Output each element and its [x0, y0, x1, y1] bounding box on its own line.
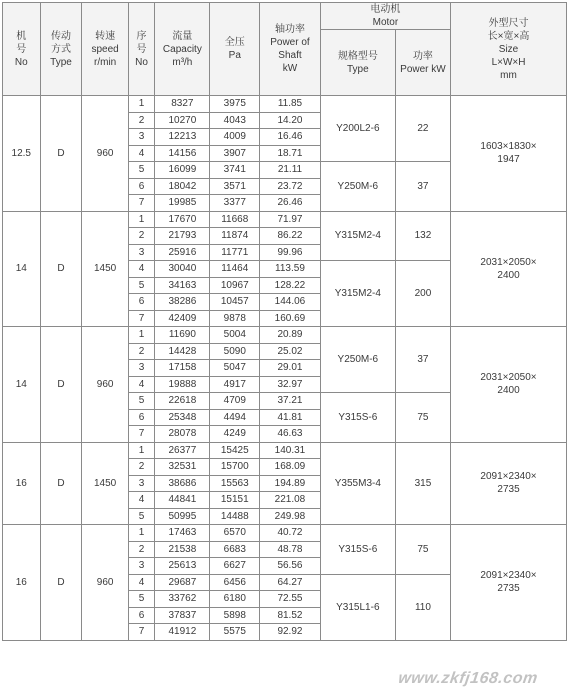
header-motor: 电动机 Motor — [320, 3, 450, 30]
seq-number: 3 — [128, 244, 154, 261]
capacity-value: 19985 — [155, 195, 210, 212]
capacity-value: 8327 — [155, 96, 210, 113]
shaft-power-value: 194.89 — [260, 475, 321, 492]
pressure-value: 5004 — [210, 327, 260, 344]
shaft-power-value: 25.02 — [260, 343, 321, 360]
shaft-power-value: 144.06 — [260, 294, 321, 311]
header-speed: 转速 speed r/min — [82, 3, 128, 96]
capacity-value: 32531 — [155, 459, 210, 476]
capacity-value: 38286 — [155, 294, 210, 311]
pressure-value: 6180 — [210, 591, 260, 608]
dimension-line: 1947 — [497, 154, 520, 166]
pressure-value: 3571 — [210, 178, 260, 195]
pressure-value: 3907 — [210, 145, 260, 162]
seq-number: 6 — [128, 607, 154, 624]
shaft-power-value: 81.52 — [260, 607, 321, 624]
motor-type: Y250M-6 — [320, 162, 395, 212]
shaft-power-value: 56.56 — [260, 558, 321, 575]
shaft-power-value: 46.63 — [260, 426, 321, 443]
shaft-power-value: 86.22 — [260, 228, 321, 245]
shaft-power-value: 48.78 — [260, 541, 321, 558]
dimension-line: 1603×1830× — [480, 141, 537, 153]
drive-type: D — [40, 442, 82, 525]
capacity-value: 17670 — [155, 211, 210, 228]
pressure-value: 5047 — [210, 360, 260, 377]
drive-type: D — [40, 327, 82, 443]
capacity-value: 12213 — [155, 129, 210, 146]
dimensions — [451, 211, 567, 327]
table-body — [3, 96, 567, 641]
speed-rpm: 960 — [82, 327, 128, 443]
speed-rpm: 960 — [82, 525, 128, 641]
capacity-value: 34163 — [155, 277, 210, 294]
table-row — [3, 327, 567, 344]
dimension-line: 2400 — [497, 269, 520, 281]
capacity-value: 50995 — [155, 508, 210, 525]
capacity-value: 30040 — [155, 261, 210, 278]
capacity-value: 11690 — [155, 327, 210, 344]
pressure-value: 6683 — [210, 541, 260, 558]
dimensions — [451, 327, 567, 443]
pressure-value: 14488 — [210, 508, 260, 525]
pressure-value: 15700 — [210, 459, 260, 476]
table-row — [3, 211, 567, 228]
dimension-line: 2031×2050× — [480, 372, 537, 384]
seq-number: 7 — [128, 195, 154, 212]
shaft-power-value: 168.09 — [260, 459, 321, 476]
motor-type: Y315M2-4 — [320, 261, 395, 327]
dimension-line: 2091×2340× — [480, 471, 537, 483]
seq-number: 5 — [128, 393, 154, 410]
capacity-value: 28078 — [155, 426, 210, 443]
pressure-value: 3741 — [210, 162, 260, 179]
shaft-power-value: 21.11 — [260, 162, 321, 179]
shaft-power-value: 40.72 — [260, 525, 321, 542]
motor-type: Y315S-6 — [320, 393, 395, 443]
dimension-line: 2735 — [497, 484, 520, 496]
header-motor-power: 功率 Power kW — [395, 30, 450, 96]
header-motor-type: 规格型号 Type — [320, 30, 395, 96]
shaft-power-value: 71.97 — [260, 211, 321, 228]
capacity-value: 26377 — [155, 442, 210, 459]
fan-number: 12.5 — [3, 96, 41, 212]
motor-type: Y315M2-4 — [320, 211, 395, 261]
drive-type: D — [40, 96, 82, 212]
fan-number: 16 — [3, 525, 41, 641]
header-shaft-power: 轴功率 Power of Shaft kW — [260, 3, 321, 96]
capacity-value: 21538 — [155, 541, 210, 558]
seq-number: 7 — [128, 426, 154, 443]
dimension-line: 2031×2050× — [480, 256, 537, 268]
shaft-power-value: 29.01 — [260, 360, 321, 377]
seq-number: 1 — [128, 211, 154, 228]
dimension-line: 2400 — [497, 385, 520, 397]
shaft-power-value: 140.31 — [260, 442, 321, 459]
motor-type: Y315S-6 — [320, 525, 395, 575]
capacity-value: 42409 — [155, 310, 210, 327]
seq-number: 4 — [128, 574, 154, 591]
shaft-power-value: 37.21 — [260, 393, 321, 410]
pressure-value: 6456 — [210, 574, 260, 591]
seq-number: 4 — [128, 492, 154, 509]
capacity-value: 18042 — [155, 178, 210, 195]
pressure-value: 11874 — [210, 228, 260, 245]
seq-number: 4 — [128, 261, 154, 278]
shaft-power-value: 23.72 — [260, 178, 321, 195]
pressure-value: 9878 — [210, 310, 260, 327]
seq-number: 4 — [128, 145, 154, 162]
dimensions — [451, 525, 567, 641]
pressure-value: 15563 — [210, 475, 260, 492]
shaft-power-value: 20.89 — [260, 327, 321, 344]
motor-type: Y355M3-4 — [320, 442, 395, 525]
header-capacity: 流量 Capacity m³/h — [155, 3, 210, 96]
pressure-value: 15425 — [210, 442, 260, 459]
motor-power: 110 — [395, 574, 450, 640]
seq-number: 4 — [128, 376, 154, 393]
pressure-value: 6570 — [210, 525, 260, 542]
drive-type: D — [40, 525, 82, 641]
motor-power: 132 — [395, 211, 450, 261]
seq-number: 3 — [128, 360, 154, 377]
capacity-value: 17158 — [155, 360, 210, 377]
pressure-value: 4249 — [210, 426, 260, 443]
shaft-power-value: 221.08 — [260, 492, 321, 509]
motor-power: 315 — [395, 442, 450, 525]
dimensions — [451, 96, 567, 212]
header-seq: 序 号 No — [128, 3, 154, 96]
speed-rpm: 960 — [82, 96, 128, 212]
shaft-power-value: 160.69 — [260, 310, 321, 327]
motor-type: Y200L2-6 — [320, 96, 395, 162]
capacity-value: 29687 — [155, 574, 210, 591]
pressure-value: 15151 — [210, 492, 260, 509]
shaft-power-value: 18.71 — [260, 145, 321, 162]
motor-type: Y315L1-6 — [320, 574, 395, 640]
header-no: 机 号 No — [3, 3, 41, 96]
shaft-power-value: 26.46 — [260, 195, 321, 212]
fan-number: 16 — [3, 442, 41, 525]
dimension-line: 2091×2340× — [480, 570, 537, 582]
seq-number: 3 — [128, 558, 154, 575]
pressure-value: 3975 — [210, 96, 260, 113]
capacity-value: 38686 — [155, 475, 210, 492]
shaft-power-value: 128.22 — [260, 277, 321, 294]
header-size: 外型尺寸 长×宽×高 Size L×W×H mm — [451, 3, 567, 96]
motor-power: 37 — [395, 327, 450, 393]
seq-number: 2 — [128, 459, 154, 476]
capacity-value: 41912 — [155, 624, 210, 641]
shaft-power-value: 99.96 — [260, 244, 321, 261]
seq-number: 2 — [128, 541, 154, 558]
pressure-value: 6627 — [210, 558, 260, 575]
dimension-line: 2735 — [497, 583, 520, 595]
capacity-value: 33762 — [155, 591, 210, 608]
capacity-value: 21793 — [155, 228, 210, 245]
seq-number: 3 — [128, 129, 154, 146]
shaft-power-value: 92.92 — [260, 624, 321, 641]
pressure-value: 11668 — [210, 211, 260, 228]
motor-type: Y250M-6 — [320, 327, 395, 393]
seq-number: 1 — [128, 96, 154, 113]
seq-number: 5 — [128, 591, 154, 608]
header-pressure: 全压 Pa — [210, 3, 260, 96]
capacity-value: 22618 — [155, 393, 210, 410]
fan-number: 14 — [3, 327, 41, 443]
capacity-value: 37837 — [155, 607, 210, 624]
seq-number: 6 — [128, 294, 154, 311]
seq-number: 2 — [128, 112, 154, 129]
seq-number: 1 — [128, 442, 154, 459]
seq-number: 7 — [128, 624, 154, 641]
seq-number: 5 — [128, 508, 154, 525]
seq-number: 6 — [128, 409, 154, 426]
pressure-value: 5090 — [210, 343, 260, 360]
seq-number: 1 — [128, 525, 154, 542]
pressure-value: 10967 — [210, 277, 260, 294]
capacity-value: 44841 — [155, 492, 210, 509]
shaft-power-value: 14.20 — [260, 112, 321, 129]
capacity-value: 19888 — [155, 376, 210, 393]
pressure-value: 10457 — [210, 294, 260, 311]
watermark: www.zkfj168.com — [397, 670, 539, 687]
shaft-power-value: 16.46 — [260, 129, 321, 146]
motor-power: 22 — [395, 96, 450, 162]
drive-type: D — [40, 211, 82, 327]
pressure-value: 11771 — [210, 244, 260, 261]
capacity-value: 16099 — [155, 162, 210, 179]
motor-power: 200 — [395, 261, 450, 327]
fan-spec-table — [2, 2, 567, 641]
shaft-power-value: 64.27 — [260, 574, 321, 591]
shaft-power-value: 113.59 — [260, 261, 321, 278]
seq-number: 3 — [128, 475, 154, 492]
pressure-value: 4709 — [210, 393, 260, 410]
speed-rpm: 1450 — [82, 211, 128, 327]
shaft-power-value: 41.81 — [260, 409, 321, 426]
table-row — [3, 96, 567, 113]
pressure-value: 4494 — [210, 409, 260, 426]
seq-number: 5 — [128, 277, 154, 294]
dimensions — [451, 442, 567, 525]
fan-number: 14 — [3, 211, 41, 327]
header-drive: 传动 方式 Type — [40, 3, 82, 96]
seq-number: 2 — [128, 228, 154, 245]
shaft-power-value: 32.97 — [260, 376, 321, 393]
capacity-value: 14156 — [155, 145, 210, 162]
seq-number: 7 — [128, 310, 154, 327]
motor-power: 75 — [395, 525, 450, 575]
shaft-power-value: 72.55 — [260, 591, 321, 608]
capacity-value: 10270 — [155, 112, 210, 129]
pressure-value: 4917 — [210, 376, 260, 393]
seq-number: 6 — [128, 178, 154, 195]
pressure-value: 5898 — [210, 607, 260, 624]
seq-number: 5 — [128, 162, 154, 179]
seq-number: 1 — [128, 327, 154, 344]
pressure-value: 11464 — [210, 261, 260, 278]
pressure-value: 4009 — [210, 129, 260, 146]
pressure-value: 3377 — [210, 195, 260, 212]
motor-power: 75 — [395, 393, 450, 443]
speed-rpm: 1450 — [82, 442, 128, 525]
table-row — [3, 525, 567, 542]
motor-power: 37 — [395, 162, 450, 212]
capacity-value: 14428 — [155, 343, 210, 360]
shaft-power-value: 11.85 — [260, 96, 321, 113]
capacity-value: 25348 — [155, 409, 210, 426]
capacity-value: 17463 — [155, 525, 210, 542]
table-row — [3, 442, 567, 459]
capacity-value: 25613 — [155, 558, 210, 575]
shaft-power-value: 249.98 — [260, 508, 321, 525]
pressure-value: 5575 — [210, 624, 260, 641]
capacity-value: 25916 — [155, 244, 210, 261]
seq-number: 2 — [128, 343, 154, 360]
pressure-value: 4043 — [210, 112, 260, 129]
